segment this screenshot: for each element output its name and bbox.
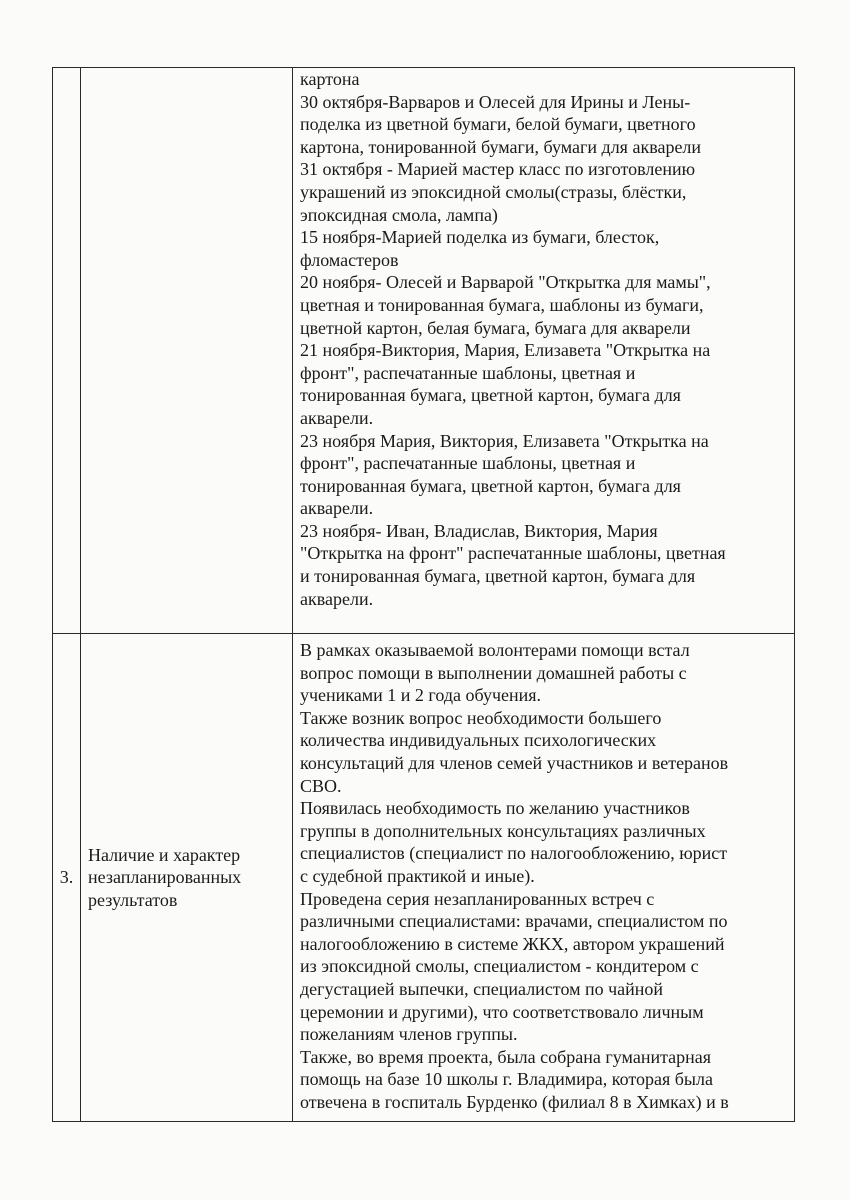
text-line: специалистов (специалист по налогообложению, юрист <box>300 843 728 864</box>
row-text-cell <box>293 68 795 634</box>
text-line: 30 октября-Варваров и Олесей для Ирины и Лены- <box>300 91 691 112</box>
text-line: Проведена серия незапланированных встреч с <box>300 888 655 909</box>
row-name-cell <box>81 634 293 1122</box>
text-line: тонированная бумага, цветной картон, бумага для <box>300 385 681 406</box>
text-line: фронт", распечатанные шаблоны, цветная и <box>300 362 636 383</box>
text-line: акварели. <box>300 407 374 428</box>
report-table <box>52 67 795 1122</box>
text-line: украшений из эпоксидной смолы(стразы, блёстки, <box>300 181 687 202</box>
text-line: группы в дополнительных консультациях различных <box>300 820 706 841</box>
text-line: картона <box>300 69 360 89</box>
text-line: фломастеров <box>300 249 399 270</box>
text-line: Появилась необходимость по желанию участников <box>300 798 690 819</box>
text-line: консультаций для членов семей участников и ветеранов <box>300 752 729 773</box>
text-line: 15 ноября-Марией поделка из бумаги, блесток, <box>300 227 660 248</box>
table-row-continuation <box>53 68 795 634</box>
name-line: результатов <box>88 889 178 910</box>
text-line: СВО. <box>300 775 342 796</box>
text-line: налогообложению в системе ЖКХ, автором украшений <box>300 933 725 954</box>
text-line: 23 ноября Мария, Виктория, Елизавета "Открытка на <box>300 430 709 451</box>
text-line: акварели. <box>300 498 374 519</box>
text-line: пожеланиям членов группы. <box>300 1024 518 1045</box>
row-number-cell: 3. <box>53 634 81 1122</box>
text-line: с судебной практикой и иные). <box>300 865 535 886</box>
row-number-cell <box>53 68 81 634</box>
text-line: дегустацией выпечки, специалистом по чайной <box>300 978 664 999</box>
row-text-cell <box>293 634 795 1122</box>
text-line: и тонированная бумага, цветной картон, бумага для <box>300 566 696 587</box>
text-line: 21 ноября-Виктория, Мария, Елизавета "Открытка на <box>300 340 711 361</box>
text-line: тонированная бумага, цветной картон, бумага для <box>300 475 681 496</box>
text-line: вопрос помощи в выполнении домашней работы с <box>300 662 687 683</box>
row-name-cell <box>81 68 293 634</box>
name-line: незапланированных <box>88 867 242 888</box>
text-line: церемонии и другими), что соответствовало личным <box>300 1001 704 1022</box>
text-line: фронт", распечатанные шаблоны, цветная и <box>300 453 636 474</box>
text-line: помощь на базе 10 школы г. Владимира, которая была <box>300 1069 713 1090</box>
text-line: 31 октября - Марией мастер класс по изготовлению <box>300 159 696 180</box>
table-row-3 <box>53 634 795 1122</box>
text-line: отвечена в госпиталь Бурденко (филиал 8 в Химках) и в <box>300 1091 729 1112</box>
text-line: из эпоксидной смолы, специалистом - кондитером с <box>300 956 699 977</box>
text-line: цветная и тонированная бумага, шаблоны из бумаги, <box>300 294 704 315</box>
text-line: "Открытка на фронт" распечатанные шаблоны, цветная <box>300 543 726 564</box>
text-line: эпоксидная смола, лампа) <box>300 204 498 225</box>
continuation-text <box>293 68 794 610</box>
text-line: поделка из цветной бумаги, белой бумаги, цветного <box>300 114 696 135</box>
text-line: учениками 1 и 2 года обучения. <box>300 685 542 706</box>
name-line: Наличие и характер <box>88 844 241 865</box>
text-line: цветной картон, белая бумага, бумага для акварели <box>300 317 691 338</box>
row-3-text <box>293 634 794 1113</box>
text-line: акварели. <box>300 588 374 609</box>
text-line: картона, тонированной бумаги, бумаги для акварели <box>300 136 702 157</box>
text-line: Также возник вопрос необходимости большего <box>300 707 662 728</box>
text-line: 20 ноября- Олесей и Варварой "Открытка для мамы", <box>300 272 711 293</box>
text-line: В рамках оказываемой волонтерами помощи встал <box>300 640 690 660</box>
text-line: различными специалистами: врачами, специалистом по <box>300 911 728 932</box>
text-line: количества индивидуальных психологических <box>300 730 657 751</box>
text-line: Также, во время проекта, была собрана гуманитарная <box>300 1046 712 1067</box>
text-line: 23 ноября- Иван, Владислав, Виктория, Мария <box>300 520 658 541</box>
